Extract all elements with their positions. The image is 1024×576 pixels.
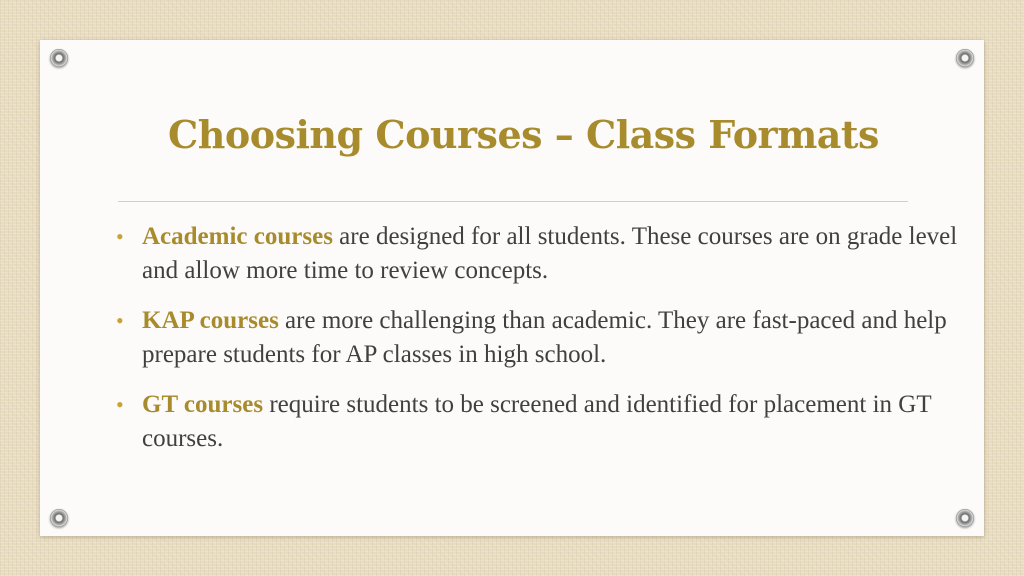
pin-icon xyxy=(50,509,68,527)
bullet-dot-icon: • xyxy=(116,392,124,417)
bullet-item-kap xyxy=(114,304,974,372)
bullet-term: Academic courses xyxy=(142,223,333,250)
bullet-list xyxy=(114,220,974,472)
bullet-text: are more challenging than academic. They are fast-paced and help prepare students for AP classes in high school. xyxy=(142,307,947,368)
bullet-term: GT courses xyxy=(142,391,264,418)
bullet-item-academic xyxy=(114,220,974,288)
slide-card xyxy=(40,40,984,536)
bullet-term: KAP courses xyxy=(142,307,279,334)
bullet-item-gt xyxy=(114,388,974,456)
bullet-text: are designed for all students. These courses are on grade level and allow more time to review concepts. xyxy=(142,223,958,284)
pin-icon xyxy=(50,49,68,67)
bullet-dot-icon: • xyxy=(116,308,124,333)
title-divider xyxy=(118,201,908,202)
slide-title: Choosing Courses – Class Formats xyxy=(168,112,879,157)
bullet-text: require students to be screened and identified for placement in GT courses. xyxy=(142,391,932,452)
pin-icon xyxy=(956,509,974,527)
pin-icon xyxy=(956,49,974,67)
bullet-dot-icon: • xyxy=(116,224,124,249)
